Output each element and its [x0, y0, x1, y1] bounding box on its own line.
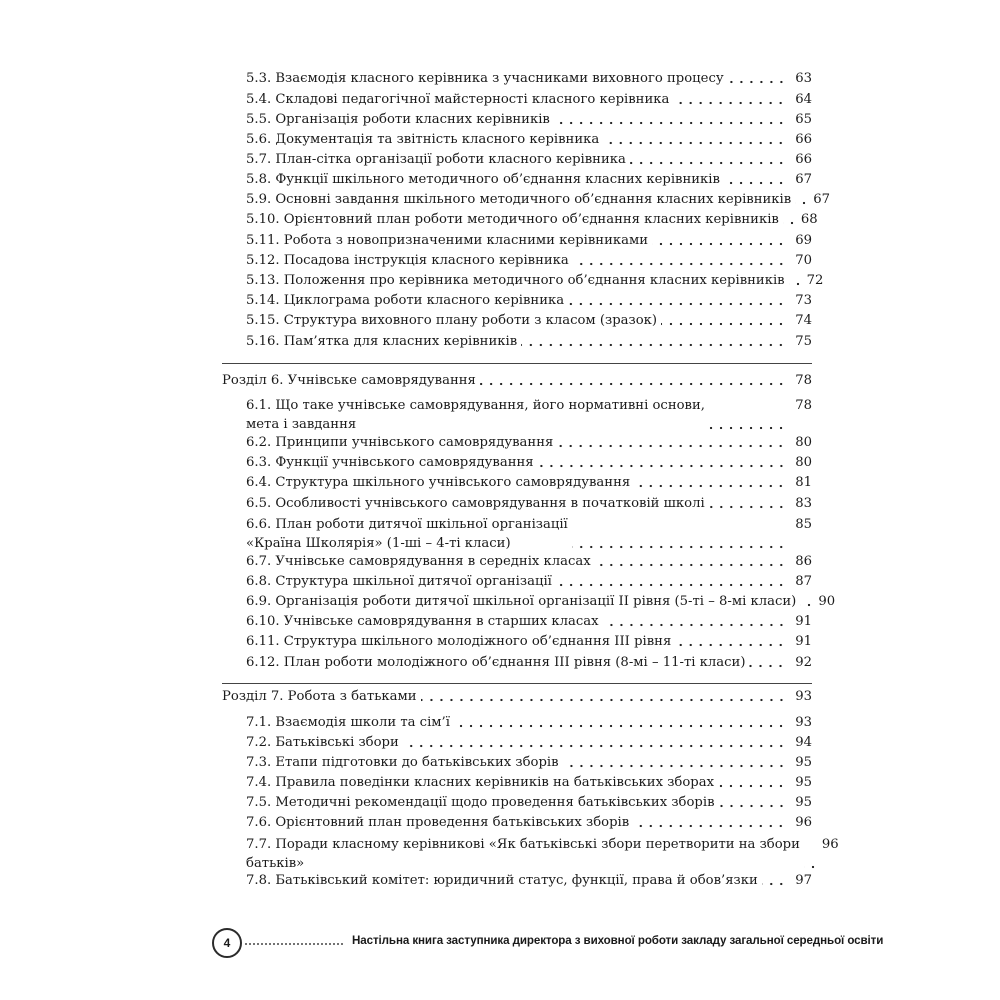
toc-page-number: 69: [795, 233, 812, 248]
dotted-leader: [718, 784, 786, 788]
toc-entry: [222, 653, 812, 672]
toc-entry: [222, 835, 839, 873]
toc-entry-title: 7.3. Етапи підготовки до батьківських зборів: [246, 755, 559, 770]
toc-entry-title: 7.2. Батьківські збори: [246, 735, 399, 750]
toc-entry-title: 6.2. Принципи учнівського самоврядування: [246, 435, 554, 450]
toc-page-number: 70: [795, 253, 812, 268]
toc-page-number: 63: [795, 71, 812, 86]
dotted-leader: [709, 426, 786, 430]
dotted-leader: [724, 181, 786, 185]
toc-entry: [222, 494, 812, 513]
toc-entry: [222, 210, 818, 229]
dotted-leader: [762, 882, 786, 886]
toc-page-number: 86: [795, 554, 812, 569]
toc-page-number: 91: [795, 634, 812, 649]
toc-entry: [222, 753, 812, 772]
dotted-leader: [804, 865, 818, 869]
toc-entry-title: 5.11. Робота з новопризначеними класними керівниками: [246, 233, 649, 248]
toc-entry-title: 7.6. Орієнтовний план проведення батьківських зборів: [246, 815, 630, 830]
toc-page-number: 67: [795, 172, 812, 187]
toc-entry-title-continuation: батьків»: [246, 856, 305, 871]
toc-page-number: 83: [795, 496, 812, 511]
dotted-leader: [630, 161, 786, 165]
toc-page-number: 96: [821, 837, 839, 852]
toc-entry-title: 6.10. Учнівське самоврядування в старших класах: [246, 614, 599, 629]
toc-entry-title: 7.5. Методичні рекомендації щодо проведення батьківських зборів: [246, 795, 715, 810]
toc-page-number: 93: [795, 689, 812, 704]
toc-entry-title: 5.6. Документація та звітність класного керівника: [246, 132, 600, 147]
toc-entry-title: 5.3. Взаємодія класного керівника з учасниками виховного процесу: [246, 71, 724, 86]
dotted-leader: [538, 464, 786, 468]
dotted-leader: [573, 262, 786, 266]
footer-dotted-leader: [244, 943, 344, 945]
dotted-leader: [521, 343, 786, 347]
dotted-leader: [603, 141, 786, 145]
dotted-leader: [709, 505, 786, 509]
dotted-leader: [603, 623, 786, 627]
toc-entry-title: 5.12. Посадова інструкція класного керівника: [246, 253, 569, 268]
toc-entry: [222, 773, 812, 792]
toc-entry-title: 5.13. Положення про керівника методичного об’єднання класних керівників: [246, 273, 785, 288]
toc-page-number: 95: [795, 795, 812, 810]
toc-page-number: 90: [818, 594, 836, 609]
dotted-leader: [595, 563, 786, 567]
dotted-leader: [719, 804, 786, 808]
toc-entry: [222, 453, 812, 472]
toc-entry-title-continuation: мета і завдання: [246, 417, 357, 432]
dotted-leader: [673, 101, 786, 105]
toc-page-number: 72: [806, 273, 824, 288]
toc-page-number: 93: [795, 715, 812, 730]
toc-page-number: 64: [795, 92, 812, 107]
toc-entry: [222, 515, 812, 553]
toc-entry: [222, 433, 812, 452]
toc-entry-title: Розділ 6. Учнівське самоврядування: [222, 373, 476, 388]
toc-entry-title: 5.14. Циклограма роботи класного керівника: [246, 293, 565, 308]
toc-page-number: 66: [795, 132, 812, 147]
toc-entry-title: 6.12. План роботи молодіжного об’єднання ІІІ рівня (8-мі – 11-ті класи): [246, 655, 746, 670]
toc-entry: [222, 170, 812, 189]
toc-entry-title: 7.1. Взаємодія школи та сім’ї: [246, 715, 450, 730]
toc-entry: [222, 396, 812, 434]
page-number-badge: [212, 928, 242, 958]
toc-entry-title: 5.16. Пам’ятка для класних керівників: [246, 334, 518, 349]
dotted-leader: [783, 221, 797, 225]
toc-page-number: 75: [795, 334, 812, 349]
toc-entry-title: 7.8. Батьківський комітет: юридичний статус, функції, права й обов’язки: [246, 873, 758, 888]
dotted-leader: [634, 484, 786, 488]
toc-entry-title-continuation: «Країна Школярія» (1-ші – 4-ті класи): [246, 536, 511, 551]
toc-entry-title: 5.15. Структура виховного плану роботи з класом (зразок): [246, 313, 658, 328]
toc-entry-title: 6.4. Структура шкільного учнівського самоврядування: [246, 475, 631, 490]
toc-entry: [222, 713, 812, 732]
toc-entry: [222, 572, 812, 591]
toc-entry: [222, 871, 812, 890]
dotted-leader: [557, 444, 786, 448]
toc-entry: [222, 793, 812, 812]
toc-entry: [222, 311, 812, 330]
toc-entry-title: 5.4. Складові педагогічної майстерності класного керівника: [246, 92, 670, 107]
toc-entry: [222, 813, 812, 832]
dotted-leader: [795, 201, 809, 205]
page-number: 4: [223, 936, 231, 950]
toc-entry-title: 5.8. Функції шкільного методичного об’єднання класних керівників: [246, 172, 720, 187]
toc-page-number: 85: [795, 517, 812, 532]
toc-entry-title: 6.11. Структура шкільного молодіжного об’єднання ІІІ рівня: [246, 634, 672, 649]
toc-entry-title: 6.5. Особливості учнівського самоврядування в початковій школі: [246, 496, 705, 511]
dotted-leader: [454, 724, 786, 728]
dotted-leader: [661, 322, 786, 326]
toc-page-number: 67: [813, 192, 830, 207]
dotted-leader: [554, 121, 786, 125]
dotted-leader: [403, 744, 786, 748]
dotted-leader: [675, 643, 786, 647]
dotted-leader: [421, 698, 786, 702]
toc-page-number: 66: [795, 152, 812, 167]
dotted-leader: [749, 664, 786, 668]
toc-entry-title: Розділ 7. Робота з батьками: [222, 689, 417, 704]
toc-entry: [222, 552, 812, 571]
footer-book-title: Настільна книга заступника директора з виховної роботи закладу загальної середньої освіти: [352, 934, 884, 947]
toc-entry: [222, 231, 812, 250]
toc-entry: [222, 291, 812, 310]
dotted-leader: [789, 282, 803, 286]
toc-entry: [222, 150, 812, 169]
toc-page-number: 68: [800, 212, 818, 227]
toc-page-number: 74: [795, 313, 812, 328]
toc-page-number: 80: [795, 455, 812, 470]
toc-section-heading: [222, 687, 812, 706]
toc-entry-title: 6.6. План роботи дитячої шкільної організації: [246, 517, 568, 532]
toc-page-number: 78: [795, 398, 812, 413]
dotted-leader: [568, 302, 786, 306]
toc-entry-title: 5.7. План-сітка організації роботи класного керівника: [246, 152, 626, 167]
dotted-leader: [480, 382, 786, 386]
dotted-leader: [556, 583, 786, 587]
toc-entry: [222, 90, 812, 109]
section-divider: [222, 683, 812, 684]
toc-entry: [222, 251, 812, 270]
toc-page-number: 65: [795, 112, 812, 127]
toc-entry-title: 7.4. Правила поведінки класних керівників на батьківських зборах: [246, 775, 715, 790]
toc-page-number: 95: [795, 775, 812, 790]
toc-section-heading: [222, 371, 812, 390]
toc-entry-title: 7.7. Поради класному керівникові «Як батьківські збори перетворити на збори: [246, 837, 800, 852]
dotted-leader: [572, 545, 786, 549]
dotted-leader: [563, 764, 786, 768]
toc-page-number: 96: [795, 815, 812, 830]
dotted-leader: [633, 824, 786, 828]
toc-entry: [222, 592, 836, 611]
dotted-leader: [728, 80, 786, 84]
toc-page-number: 91: [795, 614, 812, 629]
toc-entry-title: 5.5. Організація роботи класних керівників: [246, 112, 550, 127]
toc-page-number: 73: [795, 293, 812, 308]
toc-entry: [222, 473, 812, 492]
dotted-leader: [652, 242, 786, 246]
toc-entry: [222, 612, 812, 631]
toc-entry: [222, 190, 830, 209]
toc-entry: [222, 733, 812, 752]
toc-page-number: 80: [795, 435, 812, 450]
toc-page-number: 92: [795, 655, 812, 670]
toc-entry: [222, 69, 812, 88]
toc-page-number: 95: [795, 755, 812, 770]
toc-entry-title: 6.7. Учнівське самоврядування в середніх класах: [246, 554, 591, 569]
toc-entry: [222, 632, 812, 651]
dotted-leader: [800, 603, 814, 607]
toc-entry: [222, 271, 824, 290]
toc-page-number: 97: [795, 873, 812, 888]
toc-entry-title: 5.10. Орієнтовний план роботи методичного об’єднання класних керівників: [246, 212, 779, 227]
toc-entry-title: 6.1. Що таке учнівське самоврядування, його нормативні основи,: [246, 398, 705, 413]
toc-entry: [222, 110, 812, 129]
toc-page-number: 78: [795, 373, 812, 388]
toc-page-number: 81: [795, 475, 812, 490]
toc-entry-title: 6.9. Організація роботи дитячої шкільної організації ІІ рівня (5-ті – 8-мі класи): [246, 594, 797, 609]
section-divider: [222, 363, 812, 364]
toc-entry-title: 6.3. Функції учнівського самоврядування: [246, 455, 534, 470]
toc-entry: [222, 332, 812, 351]
toc-entry: [222, 130, 812, 149]
toc-entry-title: 6.8. Структура шкільної дитячої організації: [246, 574, 552, 589]
toc-page-number: 87: [795, 574, 812, 589]
toc-page-number: 94: [795, 735, 812, 750]
toc-entry-title: 5.9. Основні завдання шкільного методичного об’єднання класних керівників: [246, 192, 792, 207]
